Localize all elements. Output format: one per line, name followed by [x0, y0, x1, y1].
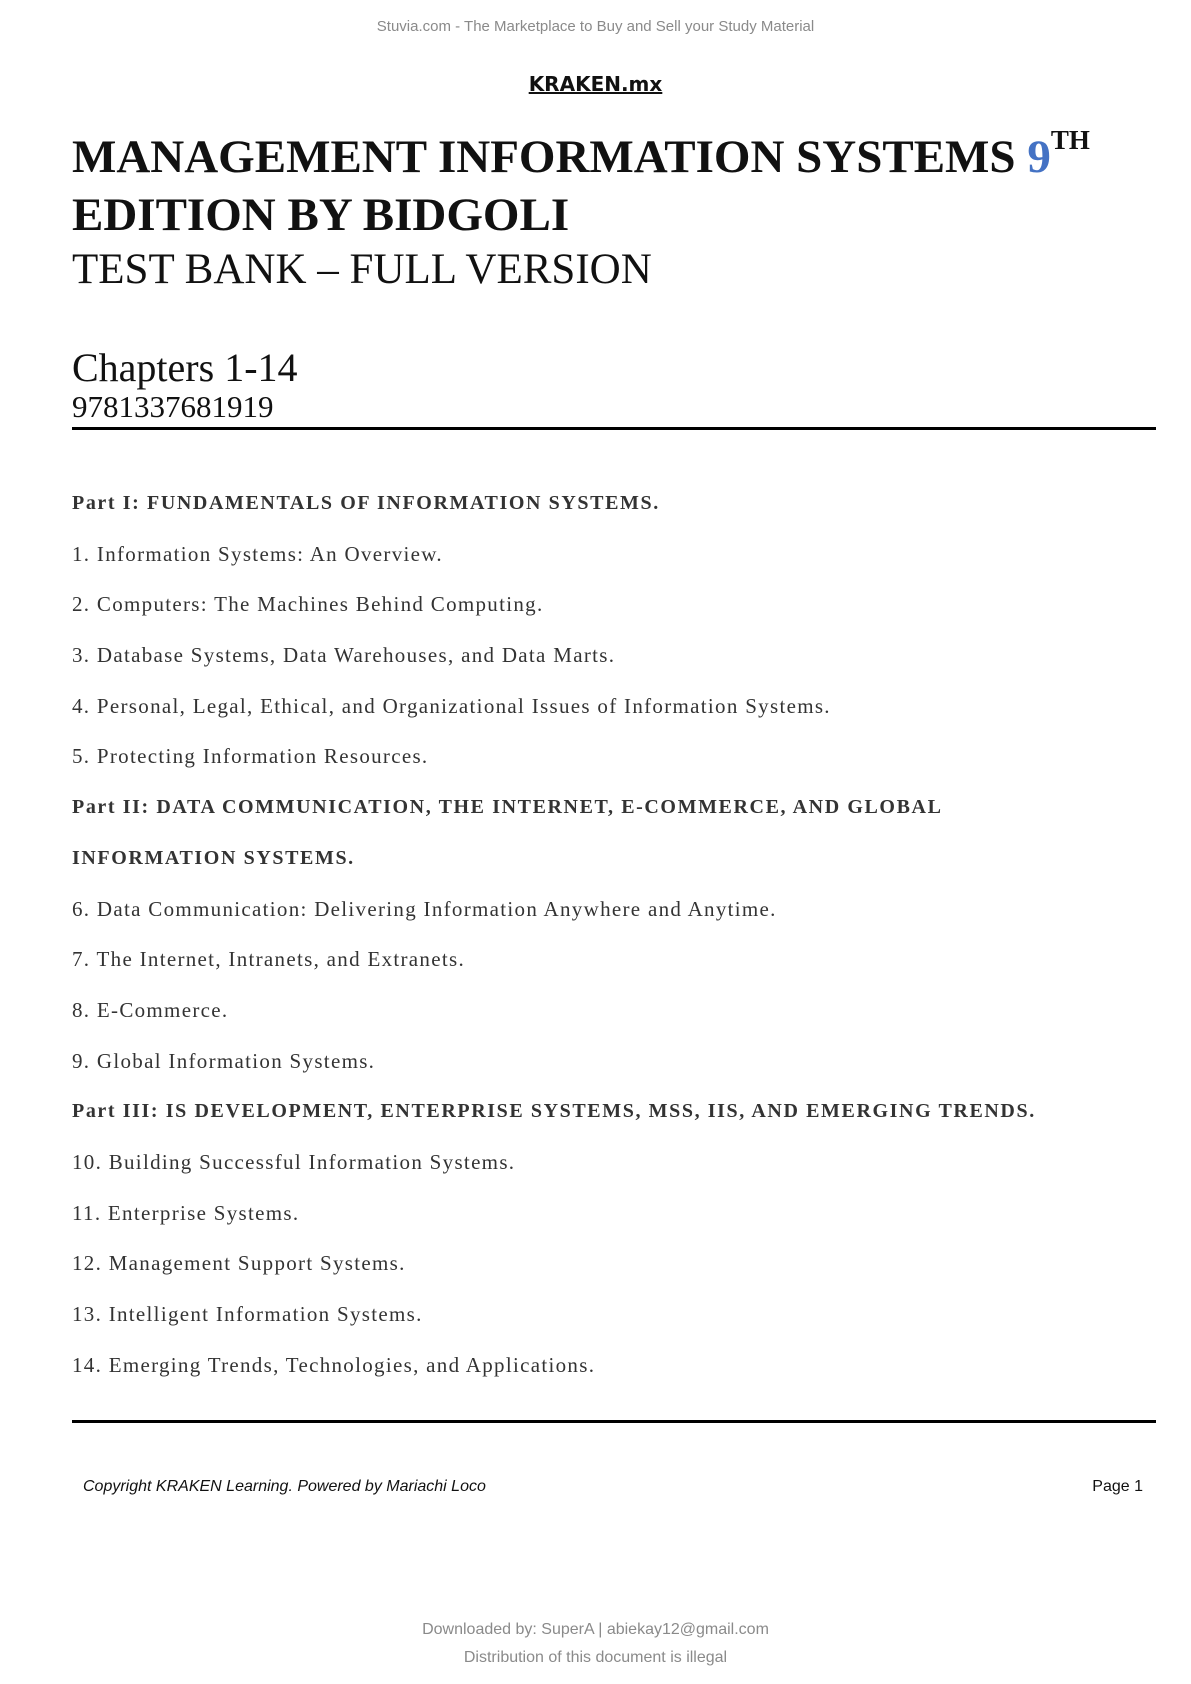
header-divider: [72, 427, 1156, 430]
toc-chapter-item: 4. Personal, Legal, Ethical, and Organizational Issues of Information Systems.: [72, 693, 831, 718]
title-line1-text: MANAGEMENT INFORMATION SYSTEMS: [72, 131, 1028, 183]
footer-copyright: Copyright KRAKEN Learning. Powered by Mariachi Loco: [83, 1478, 486, 1495]
distribution-notice: Distribution of this document is illegal: [463, 1649, 728, 1666]
toc-chapter-item: 8. E-Commerce.: [72, 997, 229, 1022]
chapters-range: Chapters 1-14: [72, 345, 298, 390]
toc-chapter-item: 13. Intelligent Information Systems.: [72, 1302, 423, 1326]
toc-chapter-item: 7. The Internet, Intranets, and Extranets.: [72, 947, 466, 972]
edition-number: 9: [1027, 131, 1051, 183]
toc-chapter-item: 10. Building Successful Information Systems.: [72, 1149, 516, 1174]
isbn-number: 9781337681919: [72, 389, 274, 424]
footer-divider: [72, 1420, 1156, 1423]
toc-part-heading-continued: INFORMATION SYSTEMS.: [72, 846, 355, 869]
brand-link[interactable]: KRAKEN.mx: [528, 72, 663, 96]
stuvia-watermark-header: Stuvia.com - The Marketplace to Buy and Sell your Study Material: [376, 18, 815, 35]
title-line2-text: EDITION BY BIDGOLI: [72, 189, 570, 241]
toc-part-heading: Part I: FUNDAMENTALS OF INFORMATION SYSTEMS.: [72, 492, 660, 514]
edition-suffix: TH: [1050, 125, 1090, 156]
toc-chapter-item: 2. Computers: The Machines Behind Computing.: [72, 592, 544, 617]
document-title: [72, 125, 1132, 244]
toc-chapter-item: 14. Emerging Trends, Technologies, and Applications.: [72, 1352, 596, 1377]
table-of-contents: [72, 478, 1162, 1390]
document-subtitle: TEST BANK – FULL VERSION: [72, 246, 652, 293]
toc-chapter-item: 3. Database Systems, Data Warehouses, and Data Marts.: [72, 643, 616, 668]
toc-chapter-item: 1. Information Systems: An Overview.: [72, 541, 443, 566]
toc-chapter-item: 6. Data Communication: Delivering Information Anywhere and Anytime.: [72, 896, 777, 921]
toc-chapter-item: 9. Global Information Systems.: [72, 1048, 376, 1073]
toc-part-heading: Part III: IS DEVELOPMENT, ENTERPRISE SYSTEMS, MSS, IIS, AND EMERGING TRENDS.: [72, 1100, 1036, 1123]
download-watermark: Downloaded by: SuperA | abiekay12@gmail.com: [422, 1621, 769, 1638]
toc-part-heading: Part II: DATA COMMUNICATION, THE INTERNET, E-COMMERCE, AND GLOBAL: [72, 796, 943, 819]
toc-chapter-item: 11. Enterprise Systems.: [72, 1200, 300, 1225]
toc-chapter-item: 5. Protecting Information Resources.: [72, 744, 429, 769]
toc-chapter-item: 12. Management Support Systems.: [72, 1251, 406, 1276]
page-number: Page 1: [1092, 1478, 1143, 1495]
